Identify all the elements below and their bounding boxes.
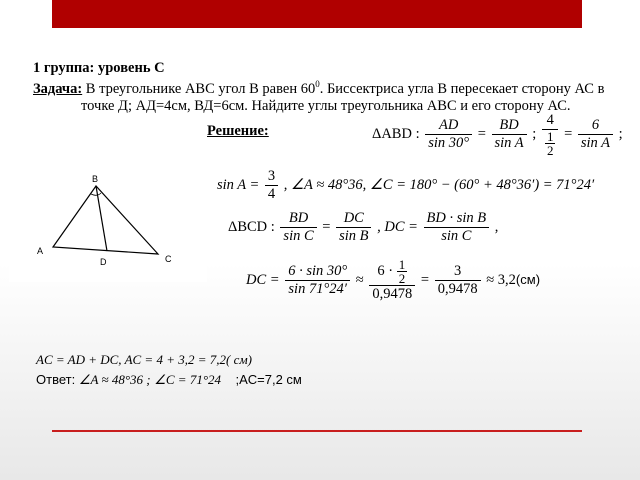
angle-arc (91, 193, 101, 195)
triangle-figure (9, 166, 207, 282)
task-statement (33, 76, 633, 115)
answer-line (36, 372, 302, 388)
ac-computation: AC = AD + DC, AC = 4 + 3,2 = 7,2( см) (36, 352, 252, 367)
task-label: Задача: (33, 80, 83, 97)
point-a-label: A (37, 246, 44, 256)
formula-bcd: ΔBCD : $\frac{BD}{\text{sin C}}$ = $\frac{DC}{\text{sin B}}$ , DC = $\frac{\text{BD · sin B}}{\text{sin C}}$ , (228, 210, 499, 244)
top-accent-bar (52, 0, 582, 28)
answer-ac: ;AC=7,2 см (235, 372, 302, 387)
task-line2: точке Д; АД=4см, ВД=6см. Найдите углы треугольника АВС и его сторону АС. (81, 97, 571, 114)
formula-dc: DC = $\frac{6 \cdot \sin 30^\circ}{\sin 71^\circ 24'}$ ≈ 6 · $\frac{1}{2}$ 0,9478 = $\frac{3}{0,9478}$ ≈ 3,2(см) (246, 257, 541, 302)
task-line1-rest: . Биссектриса угла В пересекает сторону АС в (319, 80, 605, 97)
solution-label: Решение: (207, 123, 269, 139)
answer-label: Ответ: (36, 372, 76, 387)
point-c-label: C (165, 254, 172, 264)
formula-abd: ΔABD : $\frac{AD}{\sin 30^\circ}$ = $\frac{BD}{\text{sin A}}$ ; $\frac{4}{\frac{1}{2}}$ = $\frac{6}{\text{sin A}}$ ; (372, 112, 623, 158)
triangle-drawing (9, 166, 207, 282)
point-b-label: B (92, 174, 99, 184)
formula-sina: sin A = $\frac{3}{4}$ , ∠A ≈ 48°36, ∠C = 180° − (60° + 48°36′) = 71°24′ (217, 168, 595, 202)
bottom-accent-line (52, 430, 582, 432)
task-line1: В треугольнике АВС угол В равен 60 (82, 80, 316, 97)
answer-angle-a: ∠A ≈ 48°36 ; (78, 372, 151, 387)
answer-angle-c: ∠C = 71°24 (154, 372, 222, 387)
task-degree-sup: 0 (315, 79, 320, 89)
point-d-label: D (100, 257, 107, 267)
slide-title: 1 группа: уровень С (33, 60, 165, 76)
